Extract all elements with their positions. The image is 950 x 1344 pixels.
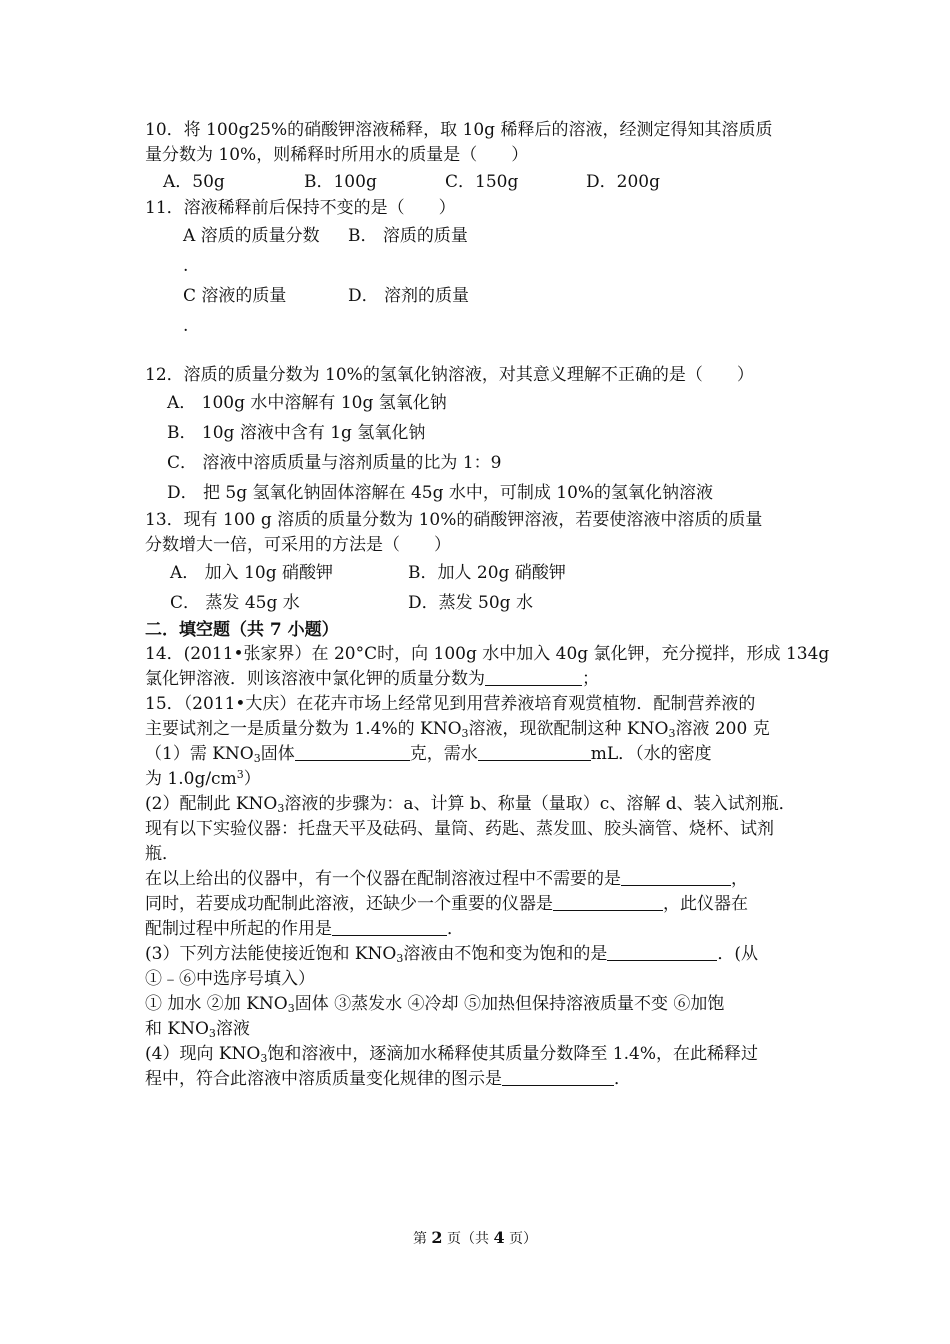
footer-text: 页） bbox=[504, 1231, 538, 1247]
q15-text: (2）配制此 KNO bbox=[145, 794, 278, 814]
q15-part3-line2: ①﹣⑥中选序号填入） bbox=[145, 969, 315, 989]
q12-option-a: A． 100g 水中溶解有 10g 氢氧化钠 bbox=[167, 393, 447, 413]
q10-option-a: A．50g bbox=[163, 172, 225, 192]
q15-part3-line1 bbox=[145, 942, 810, 967]
q15-text: 固体 ③蒸发水 ④冷却 ⑤加热但保持溶液质量不变 ⑥加饱 bbox=[294, 994, 725, 1014]
footer-text: 页（共 bbox=[442, 1231, 494, 1247]
subscript: 3 bbox=[396, 952, 404, 965]
q11-dot-2: . bbox=[183, 316, 189, 336]
q11-option-b: B． 溶质的质量 bbox=[348, 226, 468, 246]
q15-part3-line3 bbox=[145, 992, 810, 1017]
q13-options-row1 bbox=[145, 558, 810, 588]
q15-text: 溶液由不饱和变为饱和的是 bbox=[403, 944, 608, 964]
q15-part2-line6 bbox=[145, 917, 810, 942]
q15-stem-line1: 15．（2011•大庆）在花卉市场上经常见到用营养液培育观赏植物．配制营养液的 bbox=[145, 694, 756, 714]
q15-text: 主要试剂之一是质量分数为 1.4%的 KNO bbox=[145, 719, 462, 739]
q15-text: 溶液，现欲配制这种 KNO bbox=[468, 719, 669, 739]
q13-options-row2 bbox=[145, 588, 810, 618]
q15-text: 克，需水 bbox=[409, 744, 478, 764]
q14-answer-blank[interactable] bbox=[485, 669, 582, 686]
q14-stem-line2 bbox=[145, 667, 810, 692]
q15-part3-line4 bbox=[145, 1017, 810, 1042]
q10-options bbox=[145, 168, 810, 196]
q15-missing-instrument-blank[interactable] bbox=[553, 894, 663, 911]
current-page-number: 2 bbox=[431, 1228, 443, 1247]
q15-text: ． bbox=[447, 919, 464, 939]
q13-stem-line2: 分数增大一倍，可采用的方法是（ ） bbox=[145, 535, 451, 555]
q12-option-d: D． 把 5g 氢氧化钠固体溶解在 45g 水中，可制成 10%的氢氧化钠溶液 bbox=[167, 483, 714, 503]
q15-part4-line1 bbox=[145, 1042, 810, 1067]
q13-option-c: C． 蒸发 45g 水 bbox=[170, 593, 300, 613]
q15-text: 溶液 200 克 bbox=[675, 719, 770, 739]
q15-part2-line4 bbox=[145, 867, 810, 892]
subscript: 3 bbox=[260, 1052, 268, 1065]
q15-text: (4）现向 KNO bbox=[145, 1044, 261, 1064]
q10-option-b: B．100g bbox=[304, 172, 377, 192]
total-pages-number: 4 bbox=[493, 1228, 505, 1247]
q15-text: 固体 bbox=[260, 744, 295, 764]
q11-option-d: D． 溶剂的质量 bbox=[348, 286, 470, 306]
q15-part2-line1 bbox=[145, 792, 810, 817]
q13-option-a: A． 加入 10g 硝酸钾 bbox=[170, 563, 334, 583]
q14-stem-line1: 14．(2011•张家界）在 20°C时，向 100g 水中加入 40g 氯化钾，充分搅拌，形成 134g bbox=[145, 644, 830, 664]
question-12 bbox=[145, 363, 810, 508]
q15-part2-line5 bbox=[145, 892, 810, 917]
question-11 bbox=[145, 196, 810, 341]
q10-stem-line1: 10．将 100g25%的硝酸钾溶液稀释，取 10g 稀释后的溶液，经测定得知其溶质质 bbox=[145, 120, 773, 140]
q15-text: 饱和溶液中，逐滴加水稀释使其质量分数降至 1.4%，在此稀释过 bbox=[267, 1044, 758, 1064]
q15-text: 为 1.0g/cm bbox=[145, 769, 237, 789]
q11-options bbox=[145, 221, 810, 341]
q15-text: 溶液 bbox=[215, 1019, 250, 1039]
q15-text: ） bbox=[243, 769, 261, 789]
page-footer bbox=[0, 1228, 950, 1248]
q15-stem-line2 bbox=[145, 717, 810, 742]
q15-water-volume-blank[interactable] bbox=[478, 744, 591, 761]
q15-saturation-method-blank[interactable] bbox=[607, 944, 717, 961]
document-page bbox=[145, 118, 830, 1092]
q15-text: 程中，符合此溶液中溶质质量变化规律的图示是 bbox=[145, 1069, 502, 1089]
q10-option-d: D．200g bbox=[586, 172, 660, 192]
subscript: 3 bbox=[277, 802, 285, 815]
q15-unneeded-instrument-blank[interactable] bbox=[621, 869, 731, 886]
q15-text: 同时，若要成功配制此溶液，还缺少一个重要的仪器是 bbox=[145, 894, 553, 914]
subscript: 3 bbox=[668, 727, 676, 740]
q14-text-end: ； bbox=[582, 669, 599, 689]
q13-option-d: D．蒸发 50g 水 bbox=[408, 593, 533, 613]
question-10 bbox=[145, 118, 810, 196]
q12-stem: 12．溶质的质量分数为 10%的氢氧化钠溶液，对其意义理解不正确的是（ ） bbox=[145, 365, 754, 385]
q15-part2-line2: 现有以下实验仪器：托盘天平及砝码、量筒、药匙、蒸发皿、胶头滴管、烧杯、试剂 bbox=[145, 819, 774, 839]
q13-option-b: B．加人 20g 硝酸钾 bbox=[408, 563, 566, 583]
q12-option-c: C． 溶液中溶质质量与溶剂质量的比为 1：9 bbox=[167, 453, 502, 473]
q10-option-c: C．150g bbox=[445, 172, 519, 192]
q15-text: 配制过程中所起的作用是 bbox=[145, 919, 332, 939]
q11-stem: 11．溶液稀释前后保持不变的是（ ） bbox=[145, 198, 456, 218]
q15-text: ． bbox=[614, 1069, 631, 1089]
q15-text: 溶液的步骤为：a、计算 b、称量（量取）c、溶解 d、装入试剂瓶． bbox=[284, 794, 796, 814]
superscript: 3 bbox=[236, 768, 244, 781]
q14-text: 氯化钾溶液．则该溶液中氯化钾的质量分数为 bbox=[145, 669, 485, 689]
q15-instrument-role-blank[interactable] bbox=[332, 919, 447, 936]
q15-text: （1）需 KNO bbox=[145, 744, 254, 764]
question-14 bbox=[145, 642, 830, 692]
section-heading-fill-in: 二．填空题（共 7 小题） bbox=[145, 620, 339, 640]
q11-dot: . bbox=[183, 256, 189, 276]
q15-part4-line2 bbox=[145, 1067, 810, 1092]
q15-text: ， bbox=[731, 869, 748, 889]
q15-text: mL．（水的密度 bbox=[590, 744, 712, 764]
q11-option-a: A 溶质的质量分数 bbox=[183, 226, 320, 246]
footer-text: 第 bbox=[412, 1231, 432, 1247]
q12-option-b: B． 10g 溶液中含有 1g 氢氧化钠 bbox=[167, 423, 426, 443]
question-13 bbox=[145, 508, 810, 618]
q15-text: ．(从 bbox=[717, 944, 759, 964]
question-15 bbox=[145, 692, 810, 1092]
q15-part1-line2 bbox=[145, 767, 810, 792]
subscript: 3 bbox=[208, 1027, 216, 1040]
q15-graph-choice-blank[interactable] bbox=[502, 1069, 614, 1086]
subscript: 3 bbox=[461, 727, 469, 740]
subscript: 3 bbox=[287, 1002, 295, 1015]
q13-stem-line1: 13．现有 100 g 溶质的质量分数为 10%的硝酸钾溶液，若要使溶液中溶质的质量 bbox=[145, 510, 763, 530]
q15-kno3-mass-blank[interactable] bbox=[295, 744, 410, 761]
q15-text: ① 加水 ②加 KNO bbox=[145, 994, 288, 1014]
q15-text: 在以上给出的仪器中，有一个仪器在配制溶液过程中不需要的是 bbox=[145, 869, 621, 889]
q15-text: ，此仪器在 bbox=[663, 894, 748, 914]
q15-part2-line3: 瓶． bbox=[145, 844, 179, 864]
q15-part1-line1 bbox=[145, 742, 810, 767]
subscript: 3 bbox=[253, 752, 261, 765]
q11-option-c: C 溶液的质量 bbox=[183, 286, 287, 306]
q15-text: 和 KNO bbox=[145, 1019, 209, 1039]
q10-stem-line2: 量分数为 10%，则稀释时所用水的质量是（ ） bbox=[145, 145, 529, 165]
q15-text: (3）下列方法能使接近饱和 KNO bbox=[145, 944, 397, 964]
